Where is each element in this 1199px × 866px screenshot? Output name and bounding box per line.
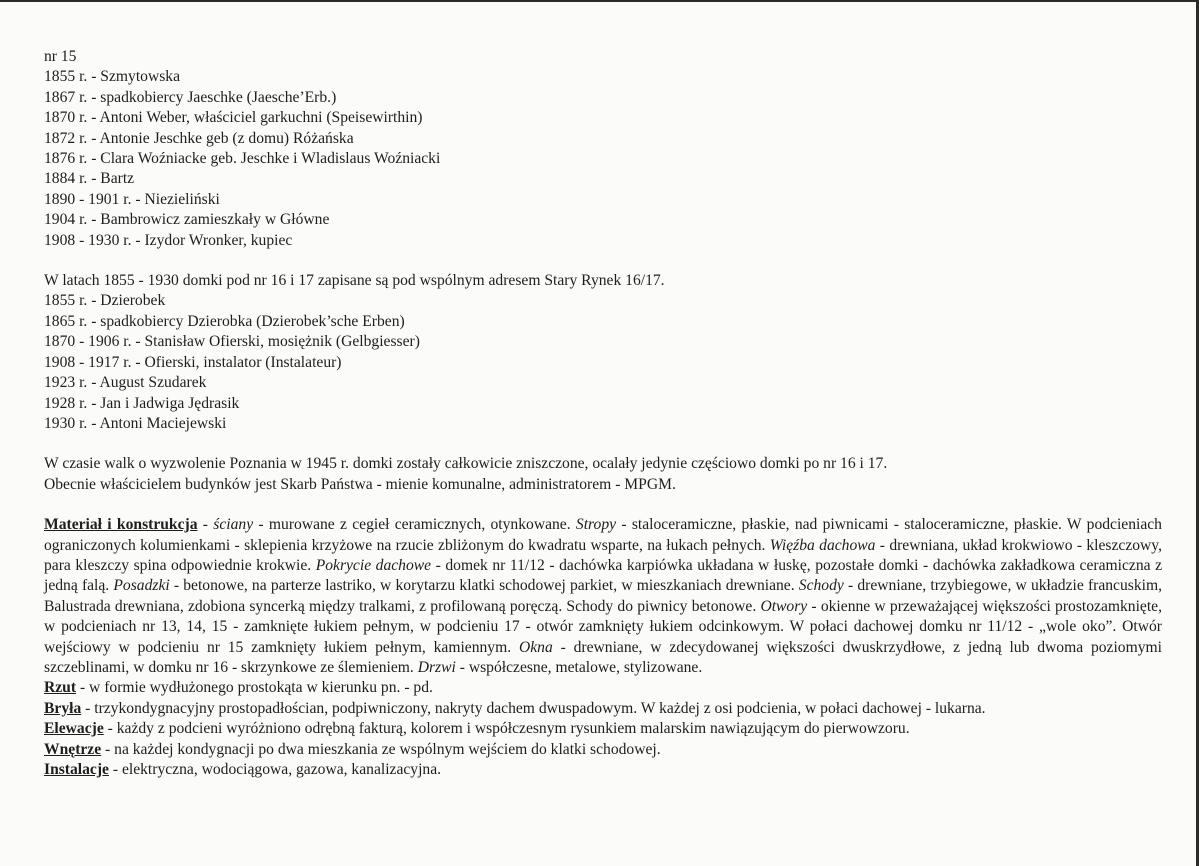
list-item: 1870 r. - Antoni Weber, właściciel garkuchni (Speisewirthin) — [44, 109, 423, 127]
ownership-list-nr15 — [44, 67, 1162, 251]
pokrycie-label: Pokrycie dachowe — [315, 556, 432, 574]
list-item: 1908 - 1930 r. - Izydor Wronker, kupiec — [44, 231, 293, 249]
list-item: 1930 r. - Antoni Maciejewski — [44, 414, 227, 432]
spacer — [44, 434, 1162, 454]
okna-label: Okna — [518, 638, 553, 656]
elewacje-section — [44, 719, 1162, 739]
posadzki-label: Posadzki — [113, 577, 170, 595]
list-item: 1884 r. - Bartz — [44, 170, 135, 188]
schody-label: Schody — [798, 577, 844, 595]
material-heading: Materiał i konstrukcja — [44, 516, 198, 534]
material-paragraph: Materiał i konstrukcja - ściany - murowane z cegieł ceramicznych, otynkowane. Stropy - staloceramiczne, płaskie, nad piwnicami - staloceramiczne, płaskie. W podcieniach ograniczonych kolumienkami - sklepienia krzyżowe na rzucie zbliżonym do kwadratu wsparte, na łukach pełnych. Więźba dachowa - drewniana, układ krokwiowo - kleszczowy, para kleszczy spina odpowiednie krokwie. Pokrycie dachowe - domek nr 11/12 - dachówka karpiówka układana w łuskę, pozostałe domki - dachówka zakładkowa ceramiczna z jedną falą. Posadzki - betonowe, na parterze lastriko, w korytarzu klatki schodowej parkiet, w mieszkaniach drewniane. Schody - drewniane, trzybiegowe, w układzie francuskim, Balustrada drewniana, zdobiona syncerką między tralkami, z profilowaną poręczą. Schody do piwnicy betonowe. Otwory - okienne w przeważającej większości prostozamknięte, w podcieniach nr 13, 14, 15 - zamknięte łukiem pełnym, w podcieniu 17 - otwór zamknięty łukiem odcinkowym. W połaci dachowej domku nr 11/12 - „wole oko”. Otwór wejściowy w podcieniu nr 15 zamknięty łukiem pełnym, kamiennym. Okna - drewniane, w zdecydowanej większości dwuskrzydłowe, z jedną lub dwoma poziomymi szczeblinami, w domku nr 16 - skrzynkowe ze ślemieniem. Drzwi - współczesne, metalowe, stylizowane. — [44, 516, 1162, 676]
wiezba-label: Więźba dachowa — [769, 536, 876, 554]
list-item: 1904 r. - Bambrowicz zamieszkały w Główne — [44, 211, 330, 229]
list-item: 1865 r. - spadkobiercy Dzierobka (Dzierobek’sche Erben) — [44, 312, 405, 330]
drzwi-label: Drzwi — [417, 658, 456, 676]
bryla-section — [44, 699, 1162, 719]
list-item: 1855 r. - Szmytowska — [44, 68, 181, 86]
spacer — [44, 495, 1162, 515]
list-item: 1890 - 1901 r. - Niezieliński — [44, 190, 220, 208]
wnetrze-text: - na każdej kondygnacji po dwa mieszkania ze wspólnym wejściem do klatki schodowej. — [101, 740, 661, 758]
elewacje-heading: Elewacje — [44, 720, 104, 738]
section-number: nr 15 — [44, 48, 77, 65]
bryla-heading: Bryła — [44, 699, 82, 717]
bryla-text: - trzykondygnacyjny prostopadłościan, podpiwniczony, nakryty dachem dwuspadowym. W każdej z osi podcienia, w połaci dachowej - lukarna. — [81, 699, 986, 717]
walls-label: ściany — [213, 516, 254, 534]
war-note: W czasie walk o wyzwolenie Poznania w 1945 r. domki zostały całkowicie zniszczone, ocalały jedynie częściowo domki po nr 16 i 17. — [44, 455, 888, 473]
rzut-section — [44, 678, 1162, 698]
list-item: 1908 - 1917 r. - Ofierski, instalator (Instalateur) — [44, 353, 342, 371]
elewacje-text: - każdy z podcieni wyróżniono odrębną fakturą, kolorem i współczesnym rysunkiem malarskim nawiązującym do pierwowzoru. — [103, 720, 910, 738]
rzut-heading: Rzut — [44, 679, 77, 697]
instalacje-text: - elektryczna, wodociągowa, gazowa, kanalizacyjna. — [108, 761, 442, 778]
ownership-list-16-17 — [44, 291, 1162, 434]
list-item: 1867 r. - spadkobiercy Jaeschke (Jaesche’Erb.) — [44, 88, 337, 106]
material-section — [44, 515, 1162, 678]
intro-16-17: W latach 1855 - 1930 domki pod nr 16 i 17 zapisane są pod wspólnym adresem Stary Rynek 16/17. — [44, 272, 665, 290]
list-item: 1855 r. - Dzierobek — [44, 292, 166, 310]
document-page — [44, 47, 1162, 780]
list-item: 1876 r. - Clara Woźniacke geb. Jeschke i Wladislaus Woźniacki — [44, 150, 441, 168]
list-item: 1923 r. - August Szudarek — [44, 374, 207, 392]
list-item: 1928 r. - Jan i Jadwiga Jędrasik — [44, 394, 240, 412]
otwory-label: Otwory — [760, 597, 808, 615]
spacer — [44, 251, 1162, 271]
instalacje-heading: Instalacje — [44, 761, 109, 778]
scan-border-top — [0, 0, 1199, 2]
rzut-text: - w formie wydłużonego prostokąta w kierunku pn. - pd. — [76, 679, 433, 697]
list-item: 1870 - 1906 r. - Stanisław Ofierski, mosiężnik (Gelbgiesser) — [44, 333, 420, 351]
ownership-note: Obecnie właścicielem budynków jest Skarb Państwa - mienie komunalne, administratorem - MPGM. — [44, 475, 676, 493]
wnetrze-heading: Wnętrze — [44, 740, 102, 758]
instalacje-section — [44, 760, 1162, 780]
list-item: 1872 r. - Antonie Jeschke geb (z domu) Różańska — [44, 129, 354, 147]
wnetrze-section — [44, 740, 1162, 760]
stropy-label: Stropy — [575, 516, 617, 534]
